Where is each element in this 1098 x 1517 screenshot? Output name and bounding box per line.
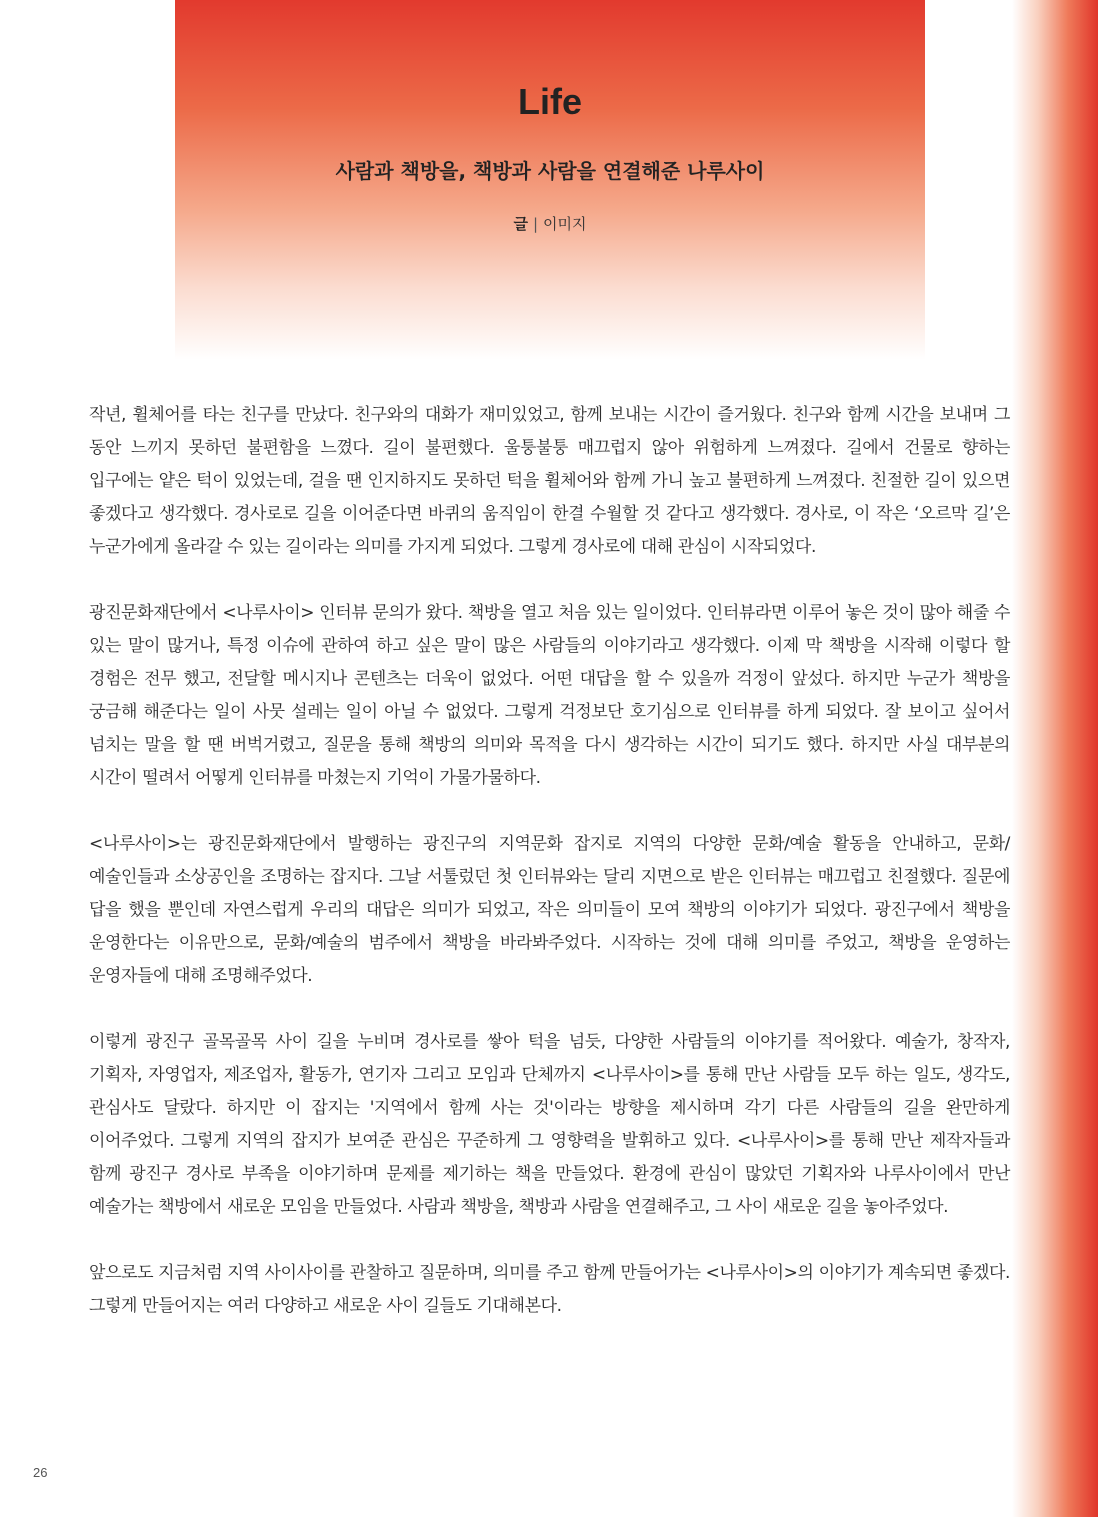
byline	[175, 212, 925, 236]
page-number: 26	[33, 1465, 48, 1480]
byline-label: 글	[513, 215, 528, 233]
body-paragraph: 앞으로도 지금처럼 지역 사이사이를 관찰하고 질문하며, 의미를 주고 함께 만들어가는 <나루사이>의 이야기가 계속되면 좋겠다. 그렇게 만들어지는 여러 다양하고 새로운 사이 길들도 기대해본다.	[89, 1263, 1010, 1316]
body-paragraph: 광진문화재단에서 <나루사이> 인터뷰 문의가 왔다. 책방을 열고 처음 있는 일이었다. 인터뷰라면 이루어 놓은 것이 많아 해줄 수 있는 말이 많거나, 특정 이슈에 관하여 하고 싶은 말이 많은 사람들의 이야기라고 생각했다. 이제 막 책방을 시작해 이렇다 할 경험은 전무 했고, 전달할 메시지나 콘텐츠는 더욱이 없었다. 어떤 대답을 할 수 있을까 걱정이 앞섰다. 하지만 누군가 책방을 궁금해 해준다는 일이 사뭇 설레는 일이 아닐 수 없었다. 그렇게 걱정보단 호기심으로 인터뷰를 하게 되었다. 잘 보이고 싶어서 넘치는 말을 할 땐 버벅거렸고, 질문을 통해 책방의 의미와 목적을 다시 생각하는 시간이 되기도 했다. 하지만 사실 대부분의 시간이 떨려서 어떻게 인터뷰를 마쳤는지 기억이 가물가물하다.	[89, 603, 1010, 788]
decorative-side-band	[1012, 0, 1098, 1517]
section-title: Life	[517, 81, 582, 122]
article-body	[89, 399, 1010, 1356]
byline-separator: |	[532, 215, 539, 233]
article-title: 사람과 책방을, 책방과 사람을 연결해준 나루사이	[335, 159, 765, 183]
body-paragraph: <나루사이>는 광진문화재단에서 발행하는 광진구의 지역문화 잡지로 지역의 다양한 문화/예술 활동을 안내하고, 문화/예술인들과 소상공인을 조명하는 잡지다. 그날 서툴렀던 첫 인터뷰와는 달리 지면으로 받은 인터뷰는 매끄럽고 친절했다. 질문에 답을 했을 뿐인데 자연스럽게 우리의 대답은 의미가 되었고, 작은 의미들이 모여 책방의 이야기가 되었다. 광진구에서 책방을 운영한다는 이유만으로, 문화/예술의 범주에서 책방을 바라봐주었다. 시작하는 것에 대해 의미를 주었고, 책방을 운영하는 운영자들에 대해 조명해주었다.	[89, 834, 1010, 986]
byline-author: 이미지	[543, 215, 587, 233]
article-header	[175, 0, 925, 360]
body-paragraph: 이렇게 광진구 골목골목 사이 길을 누비며 경사로를 쌓아 턱을 넘듯, 다양한 사람들의 이야기를 적어왔다. 예술가, 창작자, 기획자, 자영업자, 제조업자, 활동가, 연기자 그리고 모임과 단체까지 <나루사이>를 통해 만난 사람들 모두 하는 일도, 생각도, 관심사도 달랐다. 하지만 이 잡지는 '지역에서 함께 사는 것'이라는 방향을 제시하며 각기 다른 사람들의 길을 완만하게 이어주었다. 그렇게 지역의 잡지가 보여준 관심은 꾸준하게 그 영향력을 발휘하고 있다. <나루사이>를 통해 만난 제작자들과 함께 광진구 경사로 부족을 이야기하며 문제를 제기하는 책을 만들었다. 환경에 관심이 많았던 기획자와 나루사이에서 만난 예술가는 책방에서 새로운 모임을 만들었다. 사람과 책방을, 책방과 사람을 연결해주고, 그 사이 새로운 길을 놓아주었다.	[89, 1032, 1010, 1217]
body-paragraph: 작년, 휠체어를 타는 친구를 만났다. 친구와의 대화가 재미있었고, 함께 보내는 시간이 즐거웠다. 친구와 함께 시간을 보내며 그 동안 느끼지 못하던 불편함을 느꼈다. 길이 불편했다. 울퉁불퉁 매끄럽지 않아 위험하게 느껴졌다. 길에서 건물로 향하는 입구에는 얕은 턱이 있었는데, 걸을 땐 인지하지도 못하던 턱을 휠체어와 함께 가니 높고 불편하게 느껴졌다. 친절한 길이 있으면 좋겠다고 생각했다. 경사로로 길을 이어준다면 바퀴의 움직임이 한결 수월할 것 같다고 생각했다. 경사로, 이 작은 ‘오르막 길’은 누군가에게 올라갈 수 있는 길이라는 의미를 가지게 되었다. 그렇게 경사로에 대해 관심이 시작되었다.	[89, 405, 1010, 557]
